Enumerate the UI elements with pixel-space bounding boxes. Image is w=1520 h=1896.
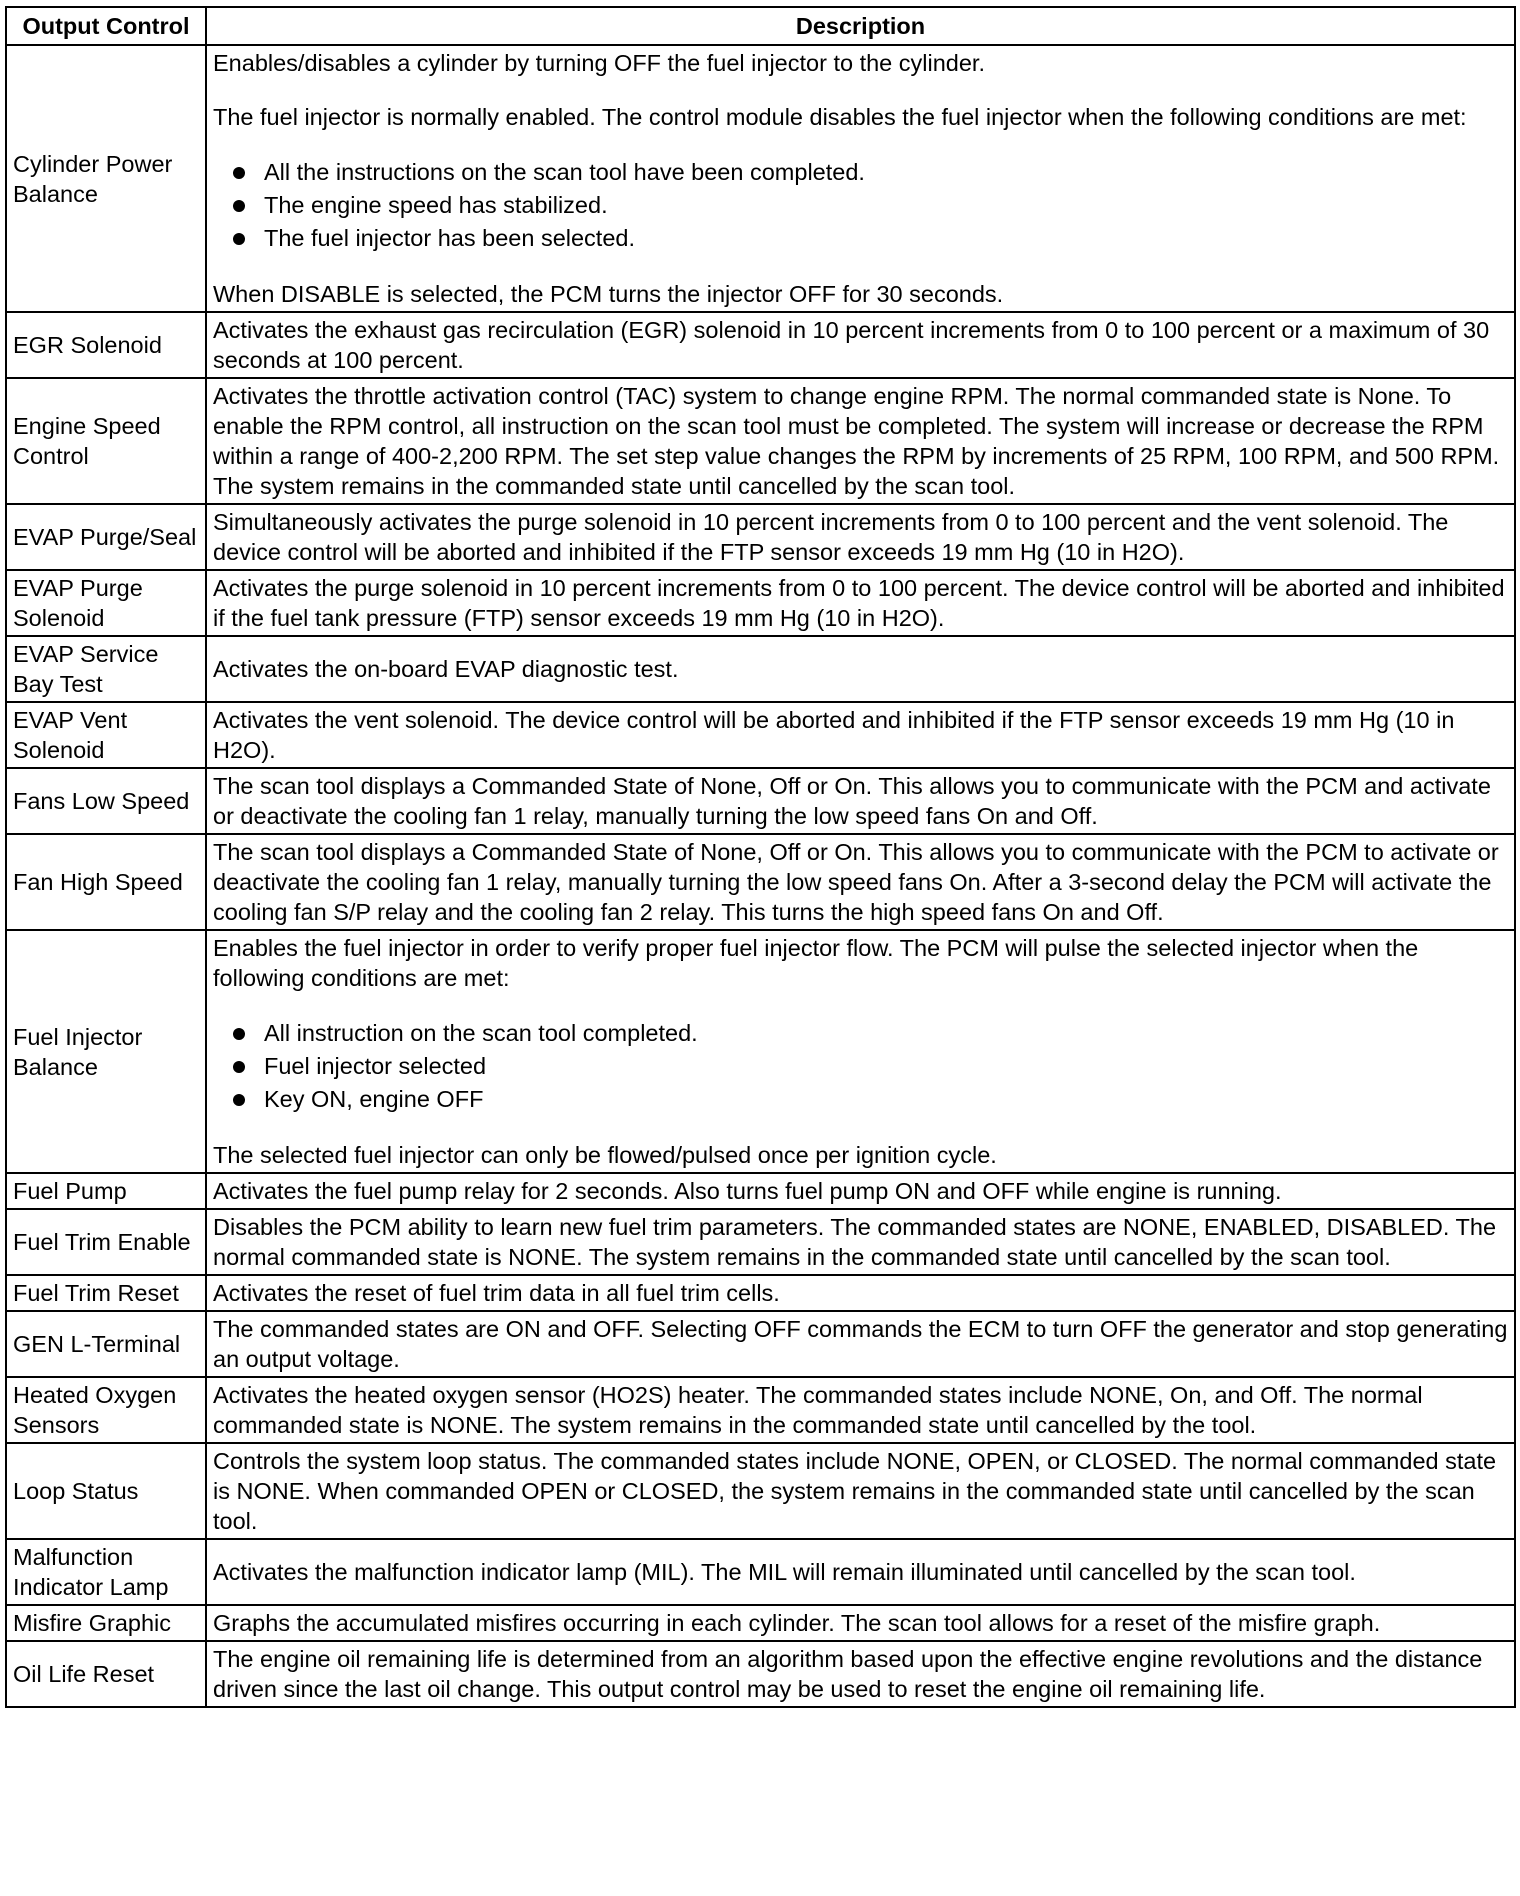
output-control-description	[206, 570, 1515, 636]
bullet-dot-icon	[233, 1061, 245, 1073]
table-row	[6, 312, 1515, 378]
table-row	[6, 378, 1515, 504]
table-row	[6, 1539, 1515, 1605]
description-paragraph: Activates the malfunction indicator lamp (MIL). The MIL will remain illuminated until cancelled by the scan tool.	[213, 1559, 1356, 1585]
output-control-name: Cylinder Power Balance	[6, 45, 206, 312]
output-control-description	[206, 1377, 1515, 1443]
table-row	[6, 1209, 1515, 1275]
table-row	[6, 1311, 1515, 1377]
description-paragraph: The scan tool displays a Commanded State of None, Off or On. This allows you to communicate with the PCM and activate or deactivate the cooling fan 1 relay, manually turning the low speed fans On and Off.	[213, 773, 1491, 829]
output-control-description	[206, 378, 1515, 504]
description-paragraph: Activates the on-board EVAP diagnostic test.	[213, 656, 679, 682]
table-body	[6, 45, 1515, 1707]
output-control-name: EVAP Purge Solenoid	[6, 570, 206, 636]
output-control-description	[206, 504, 1515, 570]
output-control-name: EVAP Purge/Seal	[6, 504, 206, 570]
bullet-item	[229, 222, 1508, 255]
output-control-name: Fuel Trim Reset	[6, 1275, 206, 1311]
description-paragraph: Activates the exhaust gas recirculation (EGR) solenoid in 10 percent increments from 0 to 100 percent or a maximum of 30 seconds at 100 percent.	[213, 317, 1490, 373]
description-paragraph: Simultaneously activates the purge solenoid in 10 percent increments from 0 to 100 percent and the vent solenoid. The device control will be aborted and inhibited if the FTP sensor exceeds 19 mm Hg (10 in H2O).	[213, 509, 1449, 565]
bullet-text: The fuel injector has been selected.	[264, 225, 636, 251]
output-control-name: Fan High Speed	[6, 834, 206, 930]
output-control-name: Fuel Pump	[6, 1173, 206, 1209]
table-row	[6, 768, 1515, 834]
table-row	[6, 702, 1515, 768]
header-output-control: Output Control	[6, 7, 206, 45]
table-row	[6, 1641, 1515, 1707]
bullet-dot-icon	[233, 1094, 245, 1106]
description-paragraph: Controls the system loop status. The commanded states include NONE, OPEN, or CLOSED. The normal commanded state is NONE. When commanded OPEN or CLOSED, the system remains in the commanded state until cancelled by the scan tool.	[213, 1448, 1497, 1534]
header-row	[6, 7, 1515, 45]
bullet-text: All instruction on the scan tool completed.	[264, 1020, 698, 1046]
bullet-list	[213, 1017, 1508, 1116]
table-row	[6, 1377, 1515, 1443]
bullet-item	[229, 156, 1508, 189]
description-paragraph: Enables/disables a cylinder by turning OFF the fuel injector to the cylinder.	[213, 50, 985, 76]
table-row	[6, 930, 1515, 1173]
output-control-name: Engine Speed Control	[6, 378, 206, 504]
bullet-dot-icon	[233, 1028, 245, 1040]
table-row	[6, 570, 1515, 636]
bullet-dot-icon	[233, 200, 245, 212]
description-paragraph: The engine oil remaining life is determined from an algorithm based upon the effective engine revolutions and the distance driven since the last oil change. This output control may be used to reset the engine oil remaining life.	[213, 1646, 1483, 1702]
output-control-description	[206, 1443, 1515, 1539]
output-control-description	[206, 768, 1515, 834]
description-paragraph: Activates the heated oxygen sensor (HO2S) heater. The commanded states include NONE, On, and Off. The normal commanded state is NONE. The system remains in the commanded state until cancelled by the tool.	[213, 1382, 1423, 1438]
description-paragraph: When DISABLE is selected, the PCM turns the injector OFF for 30 seconds.	[213, 281, 1004, 307]
output-control-description	[206, 930, 1515, 1173]
output-control-description	[206, 312, 1515, 378]
description-paragraph: Activates the fuel pump relay for 2 seconds. Also turns fuel pump ON and OFF while engine is running.	[213, 1178, 1282, 1204]
output-control-name: Oil Life Reset	[6, 1641, 206, 1707]
header-description: Description	[206, 7, 1515, 45]
bullet-text: Key ON, engine OFF	[264, 1086, 484, 1112]
bullet-list	[213, 156, 1508, 255]
table-row	[6, 1173, 1515, 1209]
output-control-description	[206, 45, 1515, 312]
output-control-description	[206, 1605, 1515, 1641]
bullet-item	[229, 1050, 1508, 1083]
bullet-text: All the instructions on the scan tool have been completed.	[264, 159, 865, 185]
output-control-table	[5, 6, 1516, 1708]
description-paragraph: Graphs the accumulated misfires occurring in each cylinder. The scan tool allows for a reset of the misfire graph.	[213, 1610, 1381, 1636]
bullet-dot-icon	[233, 233, 245, 245]
output-control-name: Heated Oxygen Sensors	[6, 1377, 206, 1443]
output-control-description	[206, 636, 1515, 702]
bullet-item	[229, 189, 1508, 222]
description-paragraph: Activates the purge solenoid in 10 percent increments from 0 to 100 percent. The device control will be aborted and inhibited if the fuel tank pressure (FTP) sensor exceeds 19 mm Hg (10 in H2O).	[213, 575, 1505, 631]
output-control-description	[206, 834, 1515, 930]
description-paragraph: The fuel injector is normally enabled. The control module disables the fuel injector when the following conditions are met:	[213, 104, 1467, 130]
bullet-text: Fuel injector selected	[264, 1053, 487, 1079]
output-control-name: Malfunction Indicator Lamp	[6, 1539, 206, 1605]
output-control-name: Loop Status	[6, 1443, 206, 1539]
description-paragraph: Activates the reset of fuel trim data in all fuel trim cells.	[213, 1280, 780, 1306]
table-row	[6, 1605, 1515, 1641]
output-control-name: EVAP Vent Solenoid	[6, 702, 206, 768]
description-paragraph: The scan tool displays a Commanded State of None, Off or On. This allows you to communicate with the PCM to activate or deactivate the cooling fan 1 relay, manually turning the low speed fans On. After a 3-second delay the PCM will activate the cooling fan S/P relay and the cooling fan 2 relay. This turns the high speed fans On and Off.	[213, 839, 1499, 925]
output-control-name: Fuel Trim Enable	[6, 1209, 206, 1275]
table-row	[6, 504, 1515, 570]
table-row	[6, 636, 1515, 702]
output-control-description	[206, 702, 1515, 768]
description-paragraph: Activates the vent solenoid. The device control will be aborted and inhibited if the FTP sensor exceeds 19 mm Hg (10 in H2O).	[213, 707, 1455, 763]
output-control-description	[206, 1173, 1515, 1209]
bullet-item	[229, 1083, 1508, 1116]
output-control-name: Fans Low Speed	[6, 768, 206, 834]
description-paragraph: The commanded states are ON and OFF. Selecting OFF commands the ECM to turn OFF the generator and stop generating an output voltage.	[213, 1316, 1508, 1372]
output-control-name: EVAP Service Bay Test	[6, 636, 206, 702]
table-row	[6, 45, 1515, 312]
output-control-description	[206, 1539, 1515, 1605]
output-control-description	[206, 1641, 1515, 1707]
output-control-name: Misfire Graphic	[6, 1605, 206, 1641]
description-paragraph: The selected fuel injector can only be flowed/pulsed once per ignition cycle.	[213, 1142, 997, 1168]
bullet-dot-icon	[233, 167, 245, 179]
output-control-name: EGR Solenoid	[6, 312, 206, 378]
table-row	[6, 1443, 1515, 1539]
description-paragraph: Enables the fuel injector in order to verify proper fuel injector flow. The PCM will pulse the selected injector when the following conditions are met:	[213, 935, 1419, 991]
table-row	[6, 834, 1515, 930]
bullet-text: The engine speed has stabilized.	[264, 192, 608, 218]
output-control-name: Fuel Injector Balance	[6, 930, 206, 1173]
table-row	[6, 1275, 1515, 1311]
description-paragraph: Disables the PCM ability to learn new fuel trim parameters. The commanded states are NONE, ENABLED, DISABLED. The normal commanded state is NONE. The system remains in the commanded state until cancelled by the scan tool.	[213, 1214, 1497, 1270]
output-control-description	[206, 1209, 1515, 1275]
bullet-item	[229, 1017, 1508, 1050]
output-control-description	[206, 1275, 1515, 1311]
output-control-description	[206, 1311, 1515, 1377]
description-paragraph: Activates the throttle activation control (TAC) system to change engine RPM. The normal commanded state is None. To enable the RPM control, all instruction on the scan tool must be completed. The system will increase or decrease the RPM within a range of 400-2,200 RPM. The set step value changes the RPM by increments of 25 RPM, 100 RPM, and 500 RPM. The system remains in the commanded state until cancelled by the scan tool.	[213, 383, 1500, 499]
table-header	[6, 7, 1515, 45]
output-control-name: GEN L-Terminal	[6, 1311, 206, 1377]
